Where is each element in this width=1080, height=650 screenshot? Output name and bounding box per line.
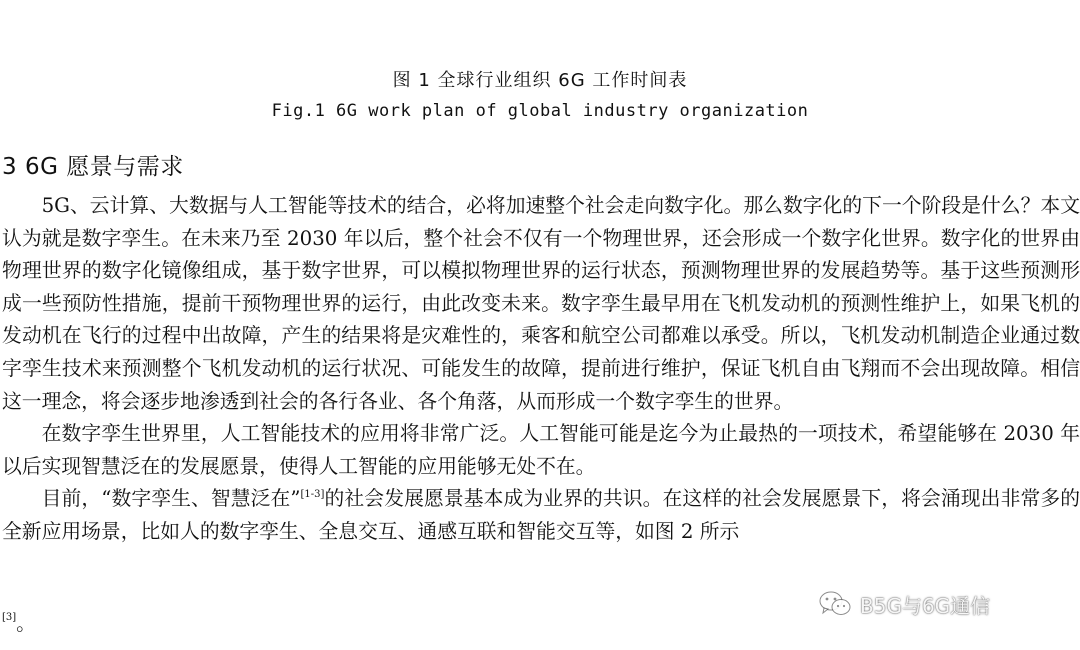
- paragraph-3-text-a: 目前，“数字孪生、智慧泛在”: [41, 487, 301, 511]
- watermark: [818, 586, 990, 622]
- figure-caption-cn: 图 1 全球行业组织 6G 工作时间表: [392, 70, 688, 91]
- figure-caption-en: Fig.1 6G work plan of global industry organization: [271, 101, 809, 121]
- watermark-text: B5G与6G通信: [860, 593, 991, 618]
- paragraph-2: 在数字孪生世界里，人工智能技术的应用将非常广泛。人工智能可能是迄今为止最热的一项技术，希望能够在 2030 年以后实现智慧泛在的发展愿景，使得人工智能的应用能够无处不在。: [2, 422, 1080, 478]
- citation-ref-1-3: [1-3]: [300, 489, 325, 501]
- paragraph-3-end: [2, 612, 36, 636]
- paragraph-3: [2, 483, 1080, 548]
- section-heading: 3 6G 愿景与需求: [2, 154, 184, 180]
- paragraph-3-text-b: 的社会发展愿景基本成为业界的共识。在这样的社会发展愿景下，将会涌现出非常多的全新应用场景，比如人的数字孪生、全息交互、通感互联和智能交互等，如图 2 所示: [2, 487, 1080, 543]
- citation-ref-3: [3]: [2, 612, 17, 623]
- paragraph-3-end-punct: 。: [16, 612, 36, 635]
- wechat-icon: [818, 590, 852, 618]
- paragraph-1: 5G、云计算、大数据与人工智能等技术的结合，必将加速整个社会走向数字化。那么数字化的下一个阶段是什么？本文认为就是数字孪生。在未来乃至 2030 年以后，整个社会不仅有一个物理世界，还会形成一个数字化世界。数字化的世界由物理世界的数字化镜像组成，基于数字世界，可以模拟物理世界的运行状态，预测物理世界的发展趋势等。基于这些预测形成一些预防性措施，提前干预物理世界的运行，由此改变未来。数字孪生最早用在飞机发动机的预测性维护上，如果飞机的发动机在飞行的过程中出故障，产生的结果将是灾难性的，乘客和航空公司都难以承受。所以，飞机发动机制造企业通过数字孪生技术来预测整个飞机发动机的运行状况、可能发生的故障，提前进行维护，保证飞机自由飞翔而不会出现故障。相信这一理念，将会逐步地渗透到社会的各行各业、各个角落，从而形成一个数字孪生的世界。: [2, 194, 1080, 413]
- body-text: [2, 190, 1080, 549]
